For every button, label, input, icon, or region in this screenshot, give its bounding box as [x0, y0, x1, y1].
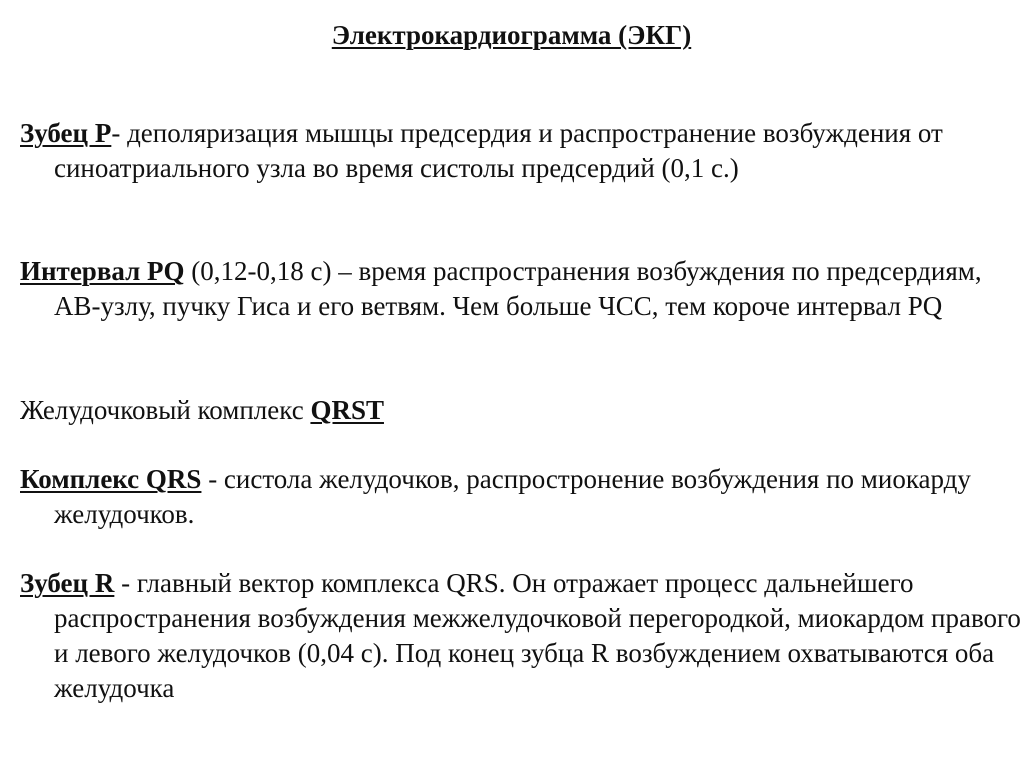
section-qrs-complex [20, 462, 1023, 532]
term-qrst-complex: QRST [310, 395, 384, 425]
desc-qrs-complex: - систола желудочков, распростронение возбуждения по миокарду желудочков. [54, 464, 971, 529]
prefix-qrst-complex: Желудочковый комплекс [20, 395, 311, 425]
desc-p-wave: - деполяризация мышцы предсердия и распространение возбуждения от синоатриального узла во время систолы предсердий (0,1 с.) [54, 118, 943, 183]
term-qrs-complex: Комплекс QRS [20, 464, 202, 494]
section-pq-interval [20, 254, 1023, 324]
slide-title [0, 18, 1023, 52]
desc-r-wave: - главный вектор комплекса QRS. Он отражает процесс дальнейшего распространения возбуждения межжелудочковой перегородкой, миокардом правого и левого желудочков (0,04 с). Под конец зубца R возбуждением охватываются оба желудочка [54, 568, 1021, 703]
term-r-wave: Зубец R [20, 568, 115, 598]
term-pq-interval: Интервал PQ [20, 256, 185, 286]
slide-title-text: Электрокардиограмма (ЭКГ) [331, 20, 692, 50]
section-p-wave [20, 116, 1023, 186]
term-p-wave: Зубец Р [20, 118, 112, 148]
section-r-wave [20, 566, 1023, 706]
desc-pq-interval: (0,12-0,18 с) – время распространения возбуждения по предсердиям, АВ-узлу, пучку Гиса и его ветвям. Чем больше ЧСС, тем короче интервал PQ [54, 256, 982, 321]
section-qrst-complex [20, 393, 1023, 428]
